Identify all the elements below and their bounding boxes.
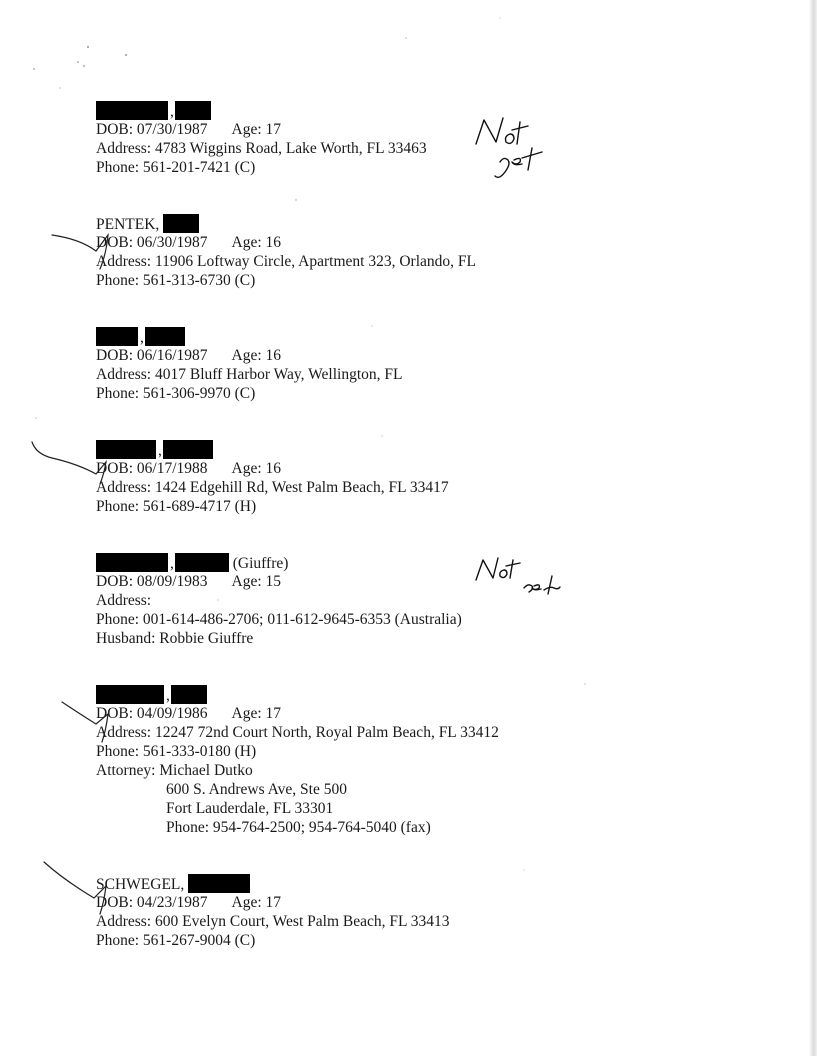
attorney-text: Attorney: Michael Dutko bbox=[96, 762, 253, 779]
name-comma: , bbox=[158, 442, 162, 459]
entry-4 bbox=[96, 440, 746, 516]
attorney-phone-text: Phone: 954-764-2500; 954-764-5040 (fax) bbox=[166, 819, 431, 836]
entry-name bbox=[96, 327, 746, 346]
address-text: Address: 1424 Edgehill Rd, West Palm Beach, FL 33417 bbox=[96, 479, 449, 496]
entry-1 bbox=[96, 101, 746, 177]
age-text: Age: 15 bbox=[231, 573, 282, 590]
phone-text: Phone: 001-614-486-2706; 011-612-9645-6353 (Australia) bbox=[96, 611, 462, 628]
address-text: Address: 4017 Bluff Harbor Way, Wellington, FL bbox=[96, 366, 403, 383]
entry-name bbox=[96, 101, 746, 120]
entry-7 bbox=[96, 874, 746, 950]
entry-name bbox=[96, 553, 746, 572]
age-text: Age: 17 bbox=[231, 705, 282, 722]
phone-text: Phone: 561-333-0180 (H) bbox=[96, 743, 257, 760]
age-text: Age: 17 bbox=[231, 894, 282, 911]
redaction-bar bbox=[171, 685, 207, 704]
dob-text: DOB: 04/23/1987 bbox=[96, 894, 208, 911]
attorney-city-text: Fort Lauderdale, FL 33301 bbox=[166, 800, 334, 817]
name-comma: , bbox=[166, 687, 170, 704]
redaction-bar bbox=[145, 327, 185, 346]
phone-text: Phone: 561-267-9004 (C) bbox=[96, 932, 256, 949]
dob-text: DOB: 07/30/1987 bbox=[96, 121, 208, 138]
attorney-street-text: 600 S. Andrews Ave, Ste 500 bbox=[166, 781, 347, 798]
redaction-bar bbox=[175, 101, 211, 120]
age-text: Age: 16 bbox=[231, 234, 282, 251]
redaction-bar bbox=[163, 440, 213, 459]
redaction-bar bbox=[96, 685, 164, 704]
redaction-bar bbox=[96, 440, 156, 459]
entry-name bbox=[96, 440, 746, 459]
maiden-name-text: (Giuffre) bbox=[232, 555, 289, 572]
name-comma: , bbox=[140, 329, 144, 346]
redaction-bar bbox=[96, 101, 168, 120]
phone-text: Phone: 561-313-6730 (C) bbox=[96, 272, 256, 289]
address-text: Address: 600 Evelyn Court, West Palm Beach, FL 33413 bbox=[96, 913, 450, 930]
age-text: Age: 17 bbox=[231, 121, 282, 138]
entry-6 bbox=[96, 685, 746, 837]
address-text: Address: 12247 72nd Court North, Royal Palm Beach, FL 33412 bbox=[96, 724, 499, 741]
address-text: Address: 11906 Loftway Circle, Apartment 323, Orlando, FL bbox=[96, 253, 476, 270]
entry-3 bbox=[96, 327, 746, 403]
redaction-bar bbox=[96, 327, 138, 346]
dob-text: DOB: 06/16/1987 bbox=[96, 347, 208, 364]
dob-text: DOB: 08/09/1983 bbox=[96, 573, 208, 590]
entry-name bbox=[96, 874, 746, 893]
address-text: Address: bbox=[96, 592, 152, 609]
dob-text: DOB: 04/09/1986 bbox=[96, 705, 208, 722]
age-text: Age: 16 bbox=[231, 460, 282, 477]
entry-name bbox=[96, 214, 746, 233]
name-comma: , bbox=[170, 103, 174, 120]
phone-text: Phone: 561-689-4717 (H) bbox=[96, 498, 257, 515]
redaction-bar bbox=[96, 553, 168, 572]
redaction-bar bbox=[163, 214, 199, 233]
surname-text: SCHWEGEL, bbox=[96, 876, 185, 893]
surname-text: PENTEK, bbox=[96, 216, 160, 233]
husband-text: Husband: Robbie Giuffre bbox=[96, 630, 254, 647]
address-text: Address: 4783 Wiggins Road, Lake Worth, FL 33463 bbox=[96, 140, 427, 157]
entry-2 bbox=[96, 214, 746, 290]
entry-5 bbox=[96, 553, 746, 648]
name-comma: , bbox=[170, 555, 174, 572]
dob-text: DOB: 06/17/1988 bbox=[96, 460, 208, 477]
phone-text: Phone: 561-306-9970 (C) bbox=[96, 385, 256, 402]
age-text: Age: 16 bbox=[231, 347, 282, 364]
redaction-bar bbox=[175, 553, 229, 572]
entry-name bbox=[96, 685, 746, 704]
redaction-bar bbox=[188, 874, 250, 893]
dob-text: DOB: 06/30/1987 bbox=[96, 234, 208, 251]
page-edge-shadow bbox=[809, 0, 817, 1056]
phone-text: Phone: 561-201-7421 (C) bbox=[96, 159, 256, 176]
